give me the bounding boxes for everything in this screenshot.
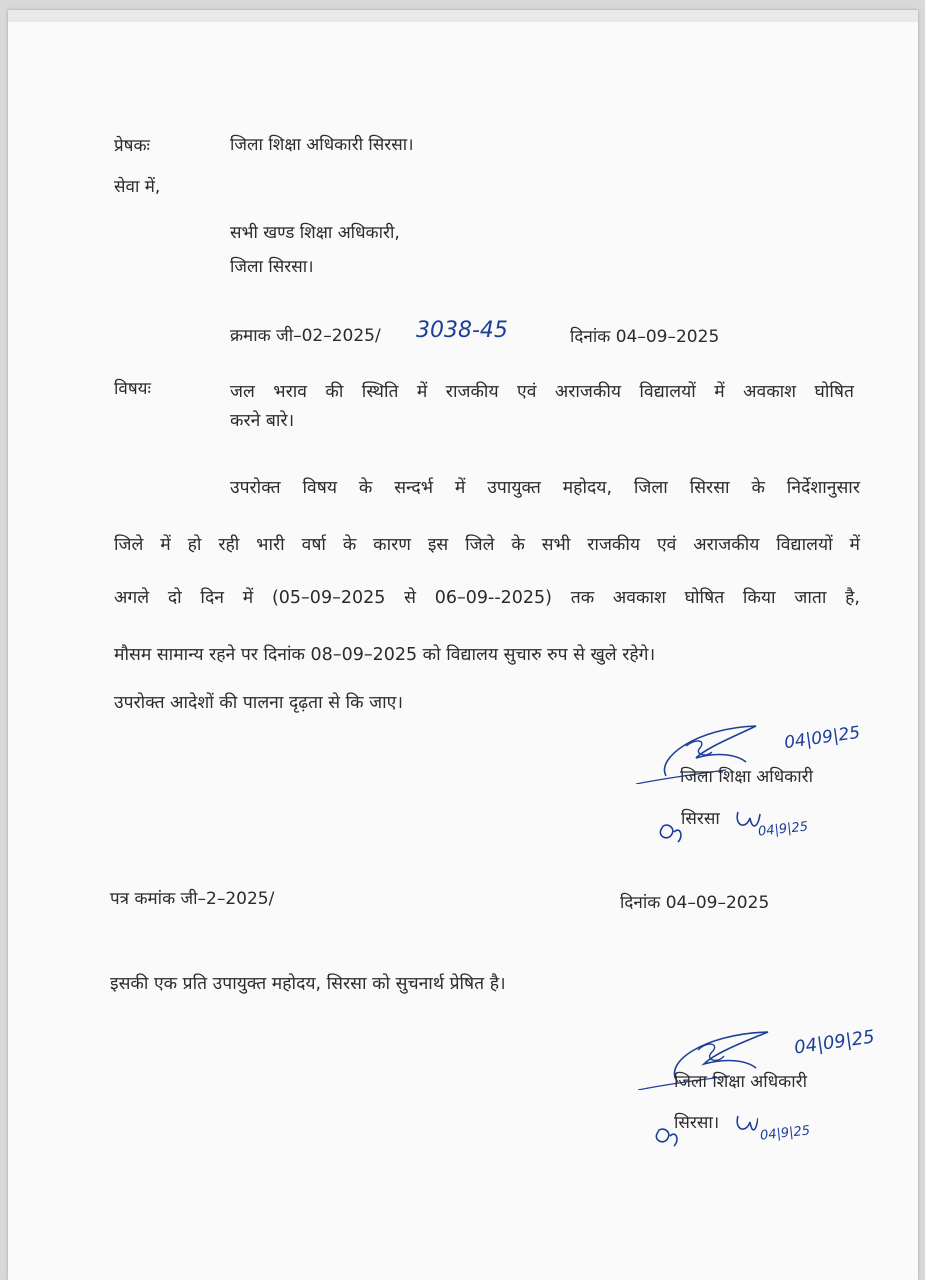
sender-label: प्रेषकः [114, 136, 150, 156]
signature1-title: जिला शिक्षा अधिकारी [680, 767, 813, 787]
to-label: सेवा में, [114, 177, 161, 197]
initials-scribble-1 [654, 806, 764, 852]
initials-scribble-2 [648, 1108, 758, 1156]
body-line2: जिले में हो रही भारी वर्षा के कारण इस जिले के सभी राजकीय एवं अराजकीय विद्यालयों में [114, 535, 860, 555]
signature2-handwritten-date: 04|09|25 [792, 1026, 876, 1059]
subject-line2: करने बारे। [230, 411, 295, 431]
scan-top-edge [8, 10, 918, 22]
body-line5: उपरोक्त आदेशों की पालना दृढ़ता से कि जाए। [114, 693, 403, 713]
reference-date: दिनांक 04–09–2025 [570, 327, 720, 347]
copy-date: दिनांक 04–09–2025 [620, 893, 770, 913]
signature2-title: जिला शिक्षा अधिकारी [674, 1072, 807, 1092]
sender-value: जिला शिक्षा अधिकारी सिरसा। [230, 135, 414, 155]
recipient-line2: जिला सिरसा। [230, 257, 314, 277]
body-line1: उपरोक्त विषय के सन्दर्भ में उपायुक्त महोदय, जिला सिरसा के निर्देशानुसार [230, 478, 860, 498]
signature2-place: सिरसा। [674, 1113, 720, 1133]
signature1-place: सिरसा [681, 809, 720, 829]
subject-line1: जल भराव की स्थिति में राजकीय एवं अराजकीय विद्यालयों में अवकाश घोषित [230, 382, 854, 402]
recipient-line1: सभी खण्ड शिक्षा अधिकारी, [230, 223, 400, 243]
letter-page [8, 10, 918, 1280]
reference-handwritten-number: 3038-45 [416, 318, 508, 343]
copy-number: पत्र कमांक जी–2–2025/ [110, 889, 275, 909]
body-line3: अगले दो दिन में (05–09–2025 से 06–09--2025) तक अवकाश घोषित किया जाता है, [114, 588, 860, 608]
reference-number-prefix: क्रमाक जी–02–2025/ [230, 326, 381, 346]
subject-label: विषयः [114, 379, 151, 399]
signature1-initial-date: 04|9|25 [757, 819, 809, 840]
signature2-initial-date: 04|9|25 [759, 1123, 811, 1144]
signature1-handwritten-date: 04|09|25 [782, 722, 862, 754]
body-line4: मौसम सामान्य रहने पर दिनांक 08–09–2025 को विद्यालय सुचारु रुप से खुले रहेगे। [114, 645, 656, 665]
copy-note: इसकी एक प्रति उपायुक्त महोदय, सिरसा को सुचनार्थ प्रेषित है। [110, 974, 506, 994]
